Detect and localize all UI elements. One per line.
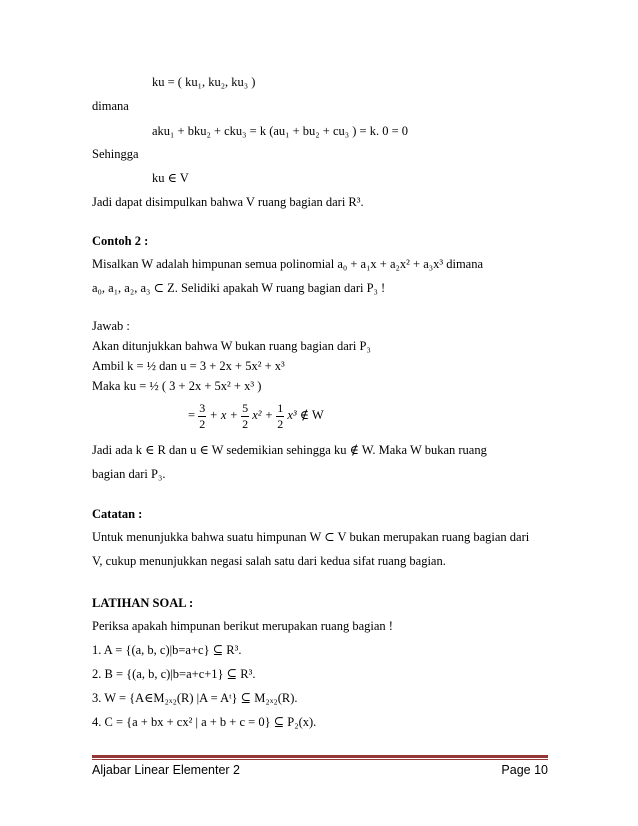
- fraction-1-2: $\frac{1}{2}$: [277, 400, 284, 431]
- example-statement-1: Misalkan W adalah himpunan semua polinomial a₀ + a₁x + a₂x² + a₃x³ dimana: [92, 257, 484, 271]
- not-in-w: ∉ W: [299, 408, 324, 422]
- fraction-expression: [188, 400, 324, 432]
- text-maka: Maka ku = ½ ( 3 + 2x + 5x² + x³ ): [92, 379, 262, 393]
- term-x2: x² +: [252, 408, 274, 422]
- conclusion-2b: bagian dari P₃.: [92, 467, 166, 481]
- text-dimana: dimana: [92, 99, 129, 113]
- text-sehingga: Sehingga: [92, 147, 139, 161]
- term-x: + x +: [209, 408, 238, 422]
- footer-page-number: Page 10: [501, 763, 548, 777]
- exercise-4: 4. C = {a + bx + cx² | a + b + c = 0} ⊆ P₂(x).: [92, 715, 317, 729]
- heading-contoh-2: Contoh 2 :: [92, 234, 149, 248]
- footer-rule-thick: [92, 755, 548, 758]
- text-jawab: Jawab :: [92, 319, 130, 333]
- footer-title: Aljabar Linear Elementer 2: [92, 763, 240, 777]
- exercise-1: 1. A = {(a, b, c)|b=a+c} ⊆ R³.: [92, 643, 242, 657]
- exercise-2: 2. B = {(a, b, c)|b=a+c+1} ⊆ R³.: [92, 667, 256, 681]
- text-akan-ditunjukkan: Akan ditunjukkan bahwa W bukan ruang bagian dari P₃: [92, 339, 371, 353]
- example-statement-2: a₀, a₁, a₂, a₃ ⊂ Z. Selidiki apakah W ruang bagian dari P₃ !: [92, 281, 386, 295]
- line-linear-combination: aku₁ + bku₂ + cku₃ = k (au₁ + bu₂ + cu₃ ) = k. 0 = 0: [152, 124, 409, 138]
- conclusion-2: Jadi ada k ∈ R dan u ∈ W sedemikian sehingga ku ∉ W. Maka W bukan ruang: [92, 443, 487, 457]
- exercise-3: 3. W = {A∈M₂ₓ₂(R) |A = Aᵗ} ⊆ M₂ₓ₂(R).: [92, 691, 298, 705]
- line-ku-in-v: ku ∈ V: [152, 171, 189, 185]
- term-x3: x³: [287, 408, 297, 422]
- line-ku-definition: ku = ( ku₁, ku₂, ku₃ ): [152, 75, 256, 89]
- conclusion-1: Jadi dapat disimpulkan bahwa V ruang bagian dari R³.: [92, 195, 364, 209]
- catatan-text-2: V, cukup menunjukkan negasi salah satu dari kedua sifat ruang bagian.: [92, 554, 446, 568]
- catatan-text-1: Untuk menunjukka bahwa suatu himpunan W ⊂ V bukan merupakan ruang bagian dari: [92, 530, 530, 544]
- fraction-3-2: $\frac{3}{2}$: [199, 400, 206, 431]
- fraction-5-2: $\frac{5}{2}$: [242, 400, 249, 431]
- footer-rule-thin: [92, 759, 548, 760]
- heading-catatan: Catatan :: [92, 507, 143, 521]
- text-ambil: Ambil k = ½ dan u = 3 + 2x + 5x² + x³: [92, 359, 285, 373]
- heading-latihan-soal: LATIHAN SOAL :: [92, 596, 194, 610]
- equals-sign: =: [188, 408, 196, 422]
- instruction-periksa: Periksa apakah himpunan berikut merupakan ruang bagian !: [92, 619, 393, 633]
